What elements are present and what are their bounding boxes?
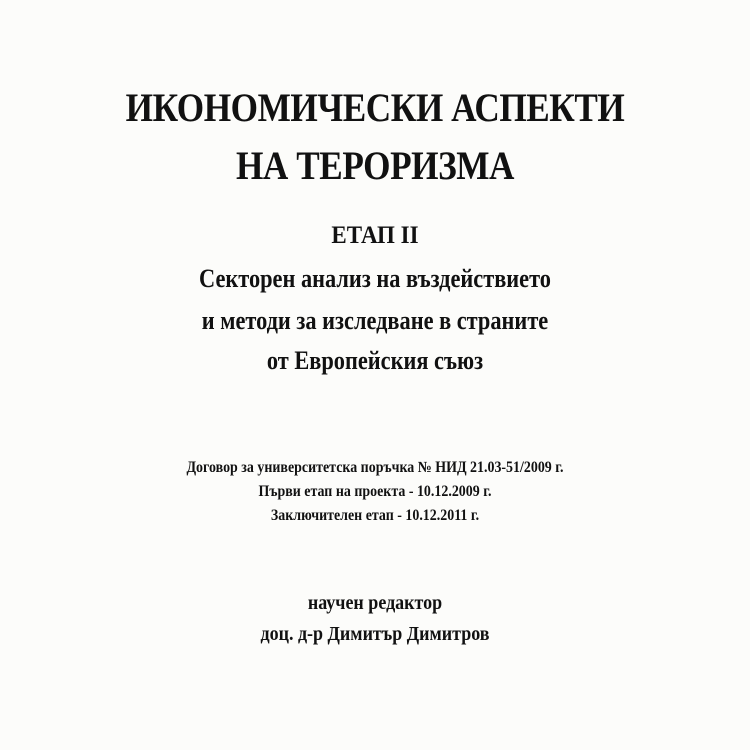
contract-line: Договор за университетска поръчка № НИД 21.03-51/2009 г.	[186, 459, 564, 476]
final-stage-line: Заключителен етап - 10.12.2011 г.	[270, 507, 480, 524]
editor-name: доц. д-р Димитър Димитров	[260, 623, 490, 645]
subtitle-line-2: и методи за изследване в страните	[201, 306, 549, 335]
subtitle-line-3: от Европейския съюз	[266, 346, 484, 375]
main-title-line-2: НА ТЕРОРИЗМА	[235, 143, 515, 188]
first-stage-line: Първи етап на проекта - 10.12.2009 г.	[258, 483, 492, 500]
editor-role: научен редактор	[307, 592, 443, 614]
stage-label: ЕТАП II	[331, 222, 419, 249]
main-title-line-1: ИКОНОМИЧЕСКИ АСПЕКТИ	[125, 85, 625, 130]
subtitle-line-1: Секторен анализ на въздействието	[199, 264, 551, 293]
